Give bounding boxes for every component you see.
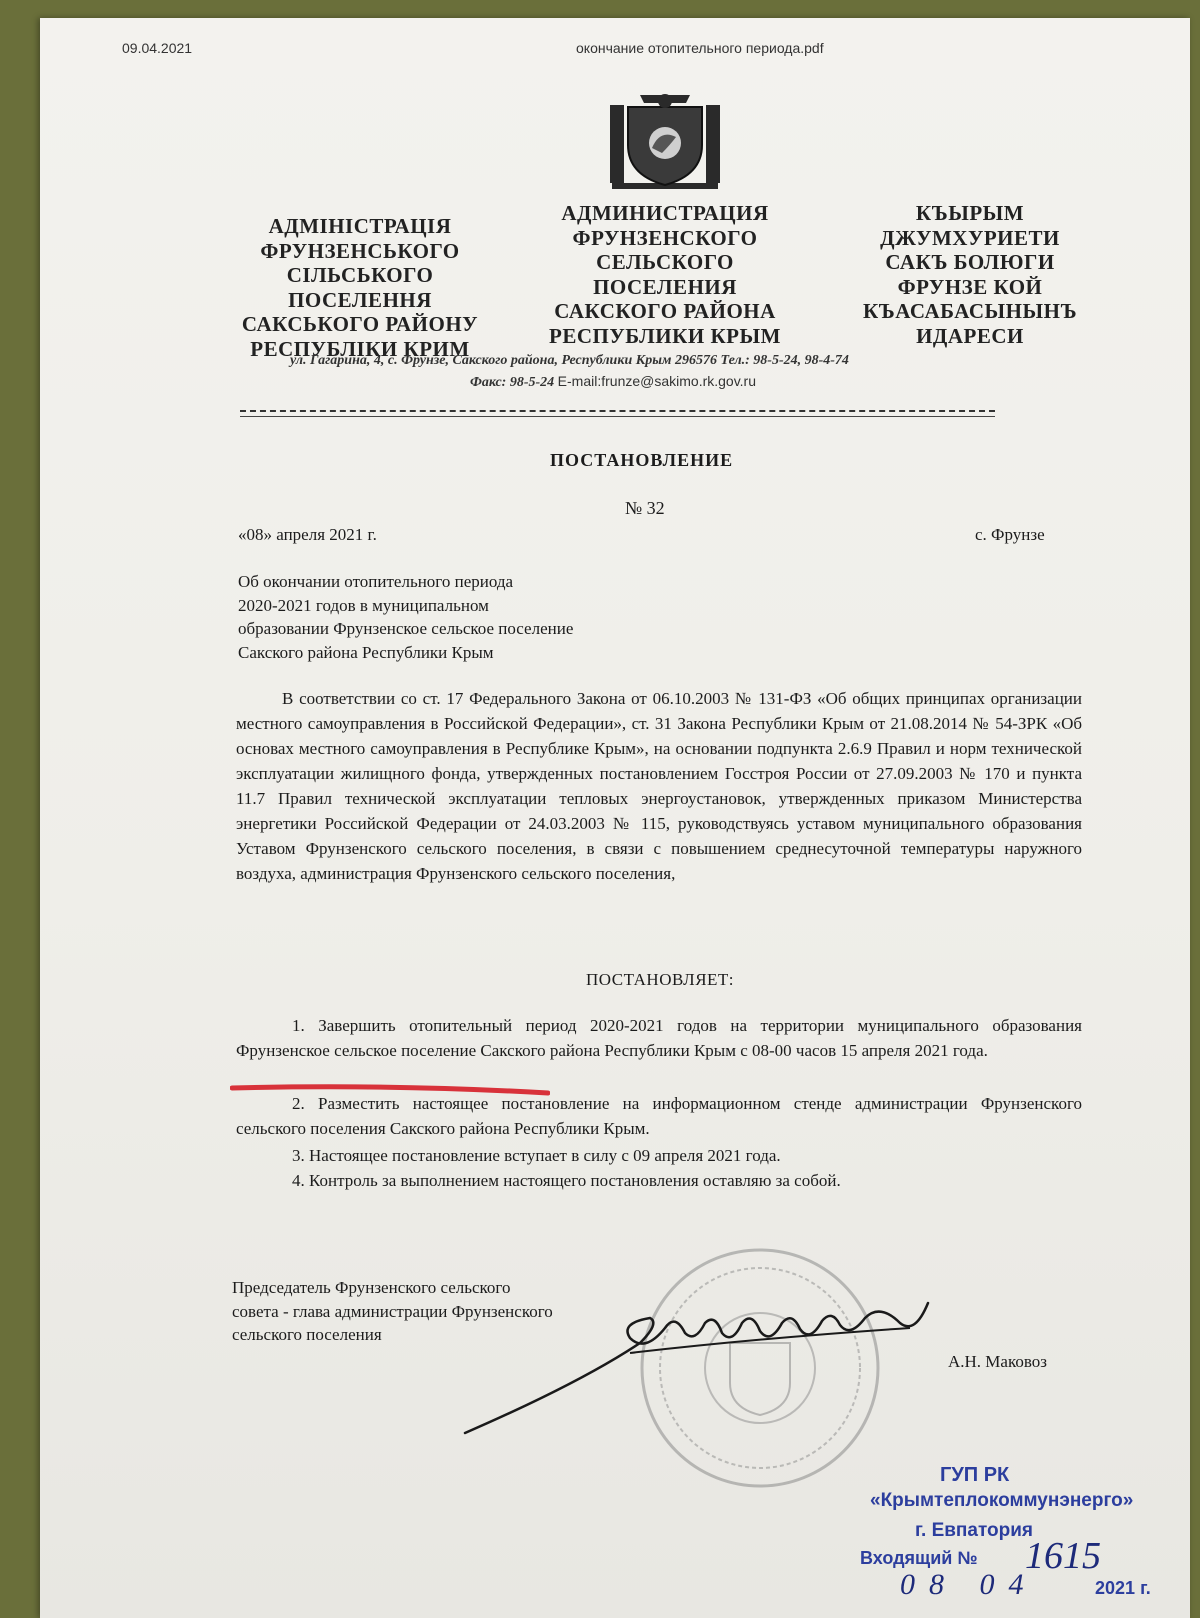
letterhead-line: ФРУНЗЕ КОЙ xyxy=(897,274,1043,299)
letterhead-ukrainian xyxy=(240,214,480,361)
position-line: сельского поселения xyxy=(232,1325,382,1344)
letterhead-divider xyxy=(240,416,995,417)
letterhead-line: ИДАРЕСИ xyxy=(916,323,1024,348)
letterhead-line: ПОСЕЛЕННЯ xyxy=(288,287,432,312)
clause-3: 3. Настоящее постановление вступает в силу с 09 апреля 2021 года. xyxy=(292,1146,781,1165)
letterhead-line: ДЖУМХУРИЕТИ xyxy=(880,225,1060,250)
stamp-org-line1: ГУП РК xyxy=(940,1464,1010,1486)
letterhead-line: САКЪ БОЛЮГИ xyxy=(885,250,1055,274)
letterhead-line: ФРУНЗЕНСКОГО xyxy=(572,225,758,250)
stamp-registration-number: 1615 xyxy=(1025,1535,1101,1577)
document-type: ПОСТАНОВЛЕНИЕ xyxy=(550,450,734,470)
stamp-city: г. Евпатория xyxy=(915,1520,1033,1541)
stamp-registration-date: 08 04 xyxy=(900,1568,1038,1601)
letterhead-line: КЪЫРЫМ xyxy=(915,201,1025,225)
document-page xyxy=(40,18,1190,1618)
subject-line: Об окончании отопительного периода xyxy=(238,572,514,591)
letterhead-line: САКСЬКОГО РАЙОНУ xyxy=(241,312,479,336)
clause-4: 4. Контроль за выполнением настоящего постановления оставляю за собой. xyxy=(292,1171,841,1190)
document-place: с. Фрунзе xyxy=(975,525,1045,544)
clause-2: 2. Разместить настоящее постановление на информационном стенде администрации Фрунзенского сельского поселения Сакского района Республики Крым. xyxy=(236,1094,1082,1138)
subject-line: Сакского района Республики Крым xyxy=(238,642,494,662)
position-line: совета - глава администрации Фрунзенского xyxy=(232,1301,553,1321)
handwritten-signature xyxy=(460,1283,930,1443)
letterhead-russian xyxy=(530,201,800,348)
address-fax: Факс: 98-5-24 xyxy=(470,375,555,390)
letterhead-line: СЕЛЬСКОГО xyxy=(596,250,734,274)
letterhead-divider xyxy=(240,410,995,412)
subject-line: 2020-2021 годов в муниципальном xyxy=(238,595,489,615)
letterhead-line: ПОСЕЛЕНИЯ xyxy=(593,274,737,299)
signatory-name: А.Н. Маковоз xyxy=(948,1352,1047,1371)
stamp-org-line2: «Крымтеплокоммунэнерго» xyxy=(870,1490,1134,1511)
letterhead-crimean-tatar xyxy=(850,201,1090,348)
position-line: Председатель Фрунзенского сельского xyxy=(232,1278,511,1297)
letterhead-address xyxy=(290,351,1050,393)
stamp-year-prefix: 202 xyxy=(1095,1578,1126,1598)
letterhead-line: ФРУНЗЕНСЬКОГО xyxy=(260,238,460,263)
letterhead-line: АДМИНИСТРАЦИЯ xyxy=(561,201,769,225)
decrees-heading: ПОСТАНОВЛЯЕТ: xyxy=(586,970,735,989)
address-contacts xyxy=(290,371,1050,393)
letterhead-line: САКСКОГО РАЙОНА xyxy=(554,299,776,323)
stamp-year-label: г. xyxy=(1140,1578,1151,1598)
letterhead-line: РЕСПУБЛІКИ КРИМ xyxy=(250,336,470,361)
stamp-year-digit: 1 xyxy=(1125,1578,1136,1598)
stamp-year xyxy=(1095,1578,1151,1599)
address-email: E-mail:frunze@sakimo.rk.gov.ru xyxy=(557,373,757,389)
document-subject xyxy=(238,570,573,664)
letterhead-line: АДМІНІСТРАЦІЯ xyxy=(268,214,452,238)
incoming-registration-stamp xyxy=(850,1458,1180,1608)
print-file-title: окончание отопительного периода.pdf xyxy=(576,40,824,56)
preamble-paragraph: В соответствии со ст. 17 Федерального Закона от 06.10.2003 № 131-ФЗ «Об общих принципах организации местного самоуправления в Российской Федерации», ст. 31 Закона Республики Крым от 21.08.2014 № 54-ЗРК «Об основах местного самоуправления в Республике Крым», на основании подпункта 2.6.9 Правил и норм технической эксплуатации жилищного фонда, утвержденных постановлением Госстроя России от 27.09.2003 № 170 и пункта 11.7 Правил технической эксплуатации тепловых энергоустановок, утвержденных приказом Министерства энергетики Российской Федерации от 24.03.2003 № 115, руководствуясь уставом муниципального образования Уставом Фрунзенского сельского поселения, в связи с повышением среднесуточной температуры наружного воздуха, администрация Фрунзенского сельского поселения, xyxy=(236,689,1082,883)
crimea-coat-of-arms-icon xyxy=(610,93,720,193)
letterhead-line: РЕСПУБЛИКИ КРЫМ xyxy=(549,323,781,348)
document-date: «08» апреля 2021 г. xyxy=(238,525,377,544)
subject-line: образовании Фрунзенское сельское поселение xyxy=(238,619,574,638)
stamp-incoming-label: Входящий № xyxy=(860,1548,978,1568)
document-number: № 32 xyxy=(625,498,665,518)
letterhead-line: КЪАСАБАСЫНЫНЪ xyxy=(862,299,1078,323)
address-line: ул. Гагарина, 4, с. Фрунзе, Сакского района, Республики Крым 296576 Тел.: 98-5-24, 98-4-74 xyxy=(290,353,849,368)
clause-1: 1. Завершить отопительный период 2020-2021 годов на территории муниципального образования Фрунзенское сельское поселение Сакского района Республики Крым с 08-00 часов 15 апреля 2021 года. xyxy=(236,1016,1082,1060)
print-date: 09.04.2021 xyxy=(122,40,193,56)
letterhead-line: СІЛЬСЬКОГО xyxy=(286,263,434,287)
